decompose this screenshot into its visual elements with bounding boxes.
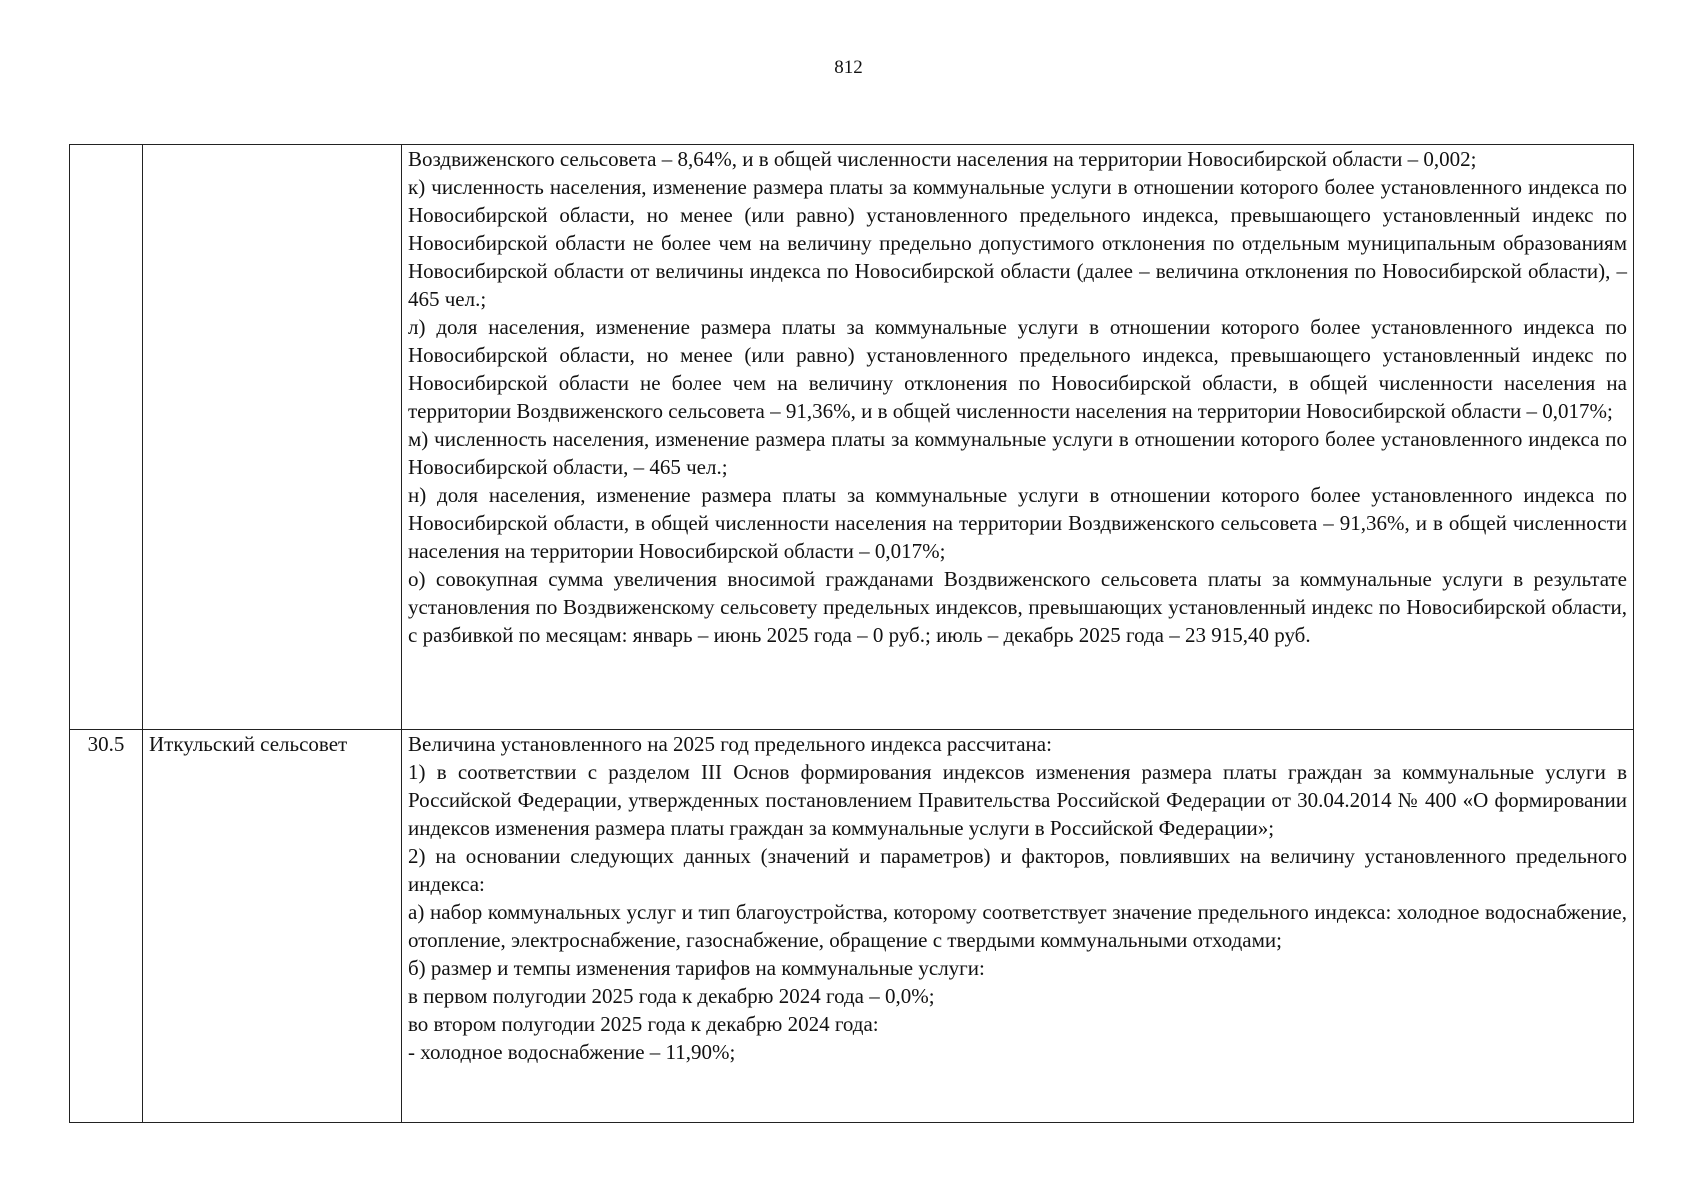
paragraph: 1) в соответствии с разделом III Основ формирования индексов изменения размера платы граждан за коммунальные услуги в Российской Федерации, утвержденных постановлением Правительства Российской Федерации от 30.04.2014 № 400 «О формировании индексов изменения размера платы граждан за коммунальные услуги в Российской Федерации»; — [408, 760, 1627, 840]
paragraph: л) доля населения, изменение размера платы за коммунальные услуги в отношении которого более установленного индекса по Новосибирской области, но менее (или равно) установленного предельного индекса, превышающего установленный индекс по Новосибирской области не более чем на величину отклонения по Новосибирской области, в общей численности населения на территории Воздвиженского сельсовета – 91,36%, и в общей численности населения на территории Новосибирской области – 0,017%; — [408, 315, 1627, 423]
row-number-cell — [70, 145, 143, 730]
description-cell — [402, 730, 1634, 1123]
municipality-name-cell — [143, 145, 402, 730]
table-row — [70, 145, 1634, 730]
paragraph: 2) на основании следующих данных (значений и параметров) и факторов, повлиявших на величину установленного предельного индекса: — [408, 844, 1627, 896]
paragraph: н) доля населения, изменение размера платы за коммунальные услуги в отношении которого более установленного индекса по Новосибирской области, в общей численности населения на территории Воздвиженского сельсовета – 91,36%, и в общей численности населения на территории Новосибирской области – 0,017%; — [408, 483, 1627, 563]
paragraph: Величина установленного на 2025 год предельного индекса рассчитана: — [408, 732, 1052, 756]
paragraph: м) численность населения, изменение размера платы за коммунальные услуги в отношении которого более установленного индекса по Новосибирской области, – 465 чел.; — [408, 427, 1627, 479]
document-table — [69, 144, 1634, 1123]
paragraph: а) набор коммунальных услуг и тип благоустройства, которому соответствует значение предельного индекса: холодное водоснабжение, отопление, электроснабжение, газоснабжение, обращение с твердыми коммунальными отходами; — [408, 900, 1627, 952]
row-number-cell: 30.5 — [70, 730, 143, 1123]
paragraph: во втором полугодии 2025 года к декабрю 2024 года: — [408, 1012, 879, 1036]
paragraph: о) совокупная сумма увеличения вносимой гражданами Воздвиженского сельсовета платы за коммунальные услуги в результате установления по Воздвиженскому сельсовету предельных индексов, превышающих установленный индекс по Новосибирской области, с разбивкой по месяцам: январь – июнь 2025 года – 0 руб.; июль – декабрь 2025 года – 23 915,40 руб. — [408, 567, 1627, 647]
paragraph: б) размер и темпы изменения тарифов на коммунальные услуги: — [408, 956, 985, 980]
page-number: 812 — [834, 57, 863, 78]
paragraph: - холодное водоснабжение – 11,90%; — [408, 1040, 736, 1064]
description-cell — [402, 145, 1634, 730]
paragraph: к) численность населения, изменение размера платы за коммунальные услуги в отношении которого более установленного индекса по Новосибирской области, но менее (или равно) установленного предельного индекса, превышающего установленный индекс по Новосибирской области не более чем на величину предельно допустимого отклонения по отдельным муниципальным образованиям Новосибирской области от величины индекса по Новосибирской области (далее – величина отклонения по Новосибирской области), – 465 чел.; — [408, 175, 1627, 311]
paragraph: Воздвиженского сельсовета – 8,64%, и в общей численности населения на территории Новосибирской области – 0,002; — [408, 147, 1477, 171]
table-row — [70, 730, 1634, 1123]
paragraph: в первом полугодии 2025 года к декабрю 2024 года – 0,0%; — [408, 984, 935, 1008]
municipality-name-cell: Иткульский сельсовет — [143, 730, 402, 1123]
